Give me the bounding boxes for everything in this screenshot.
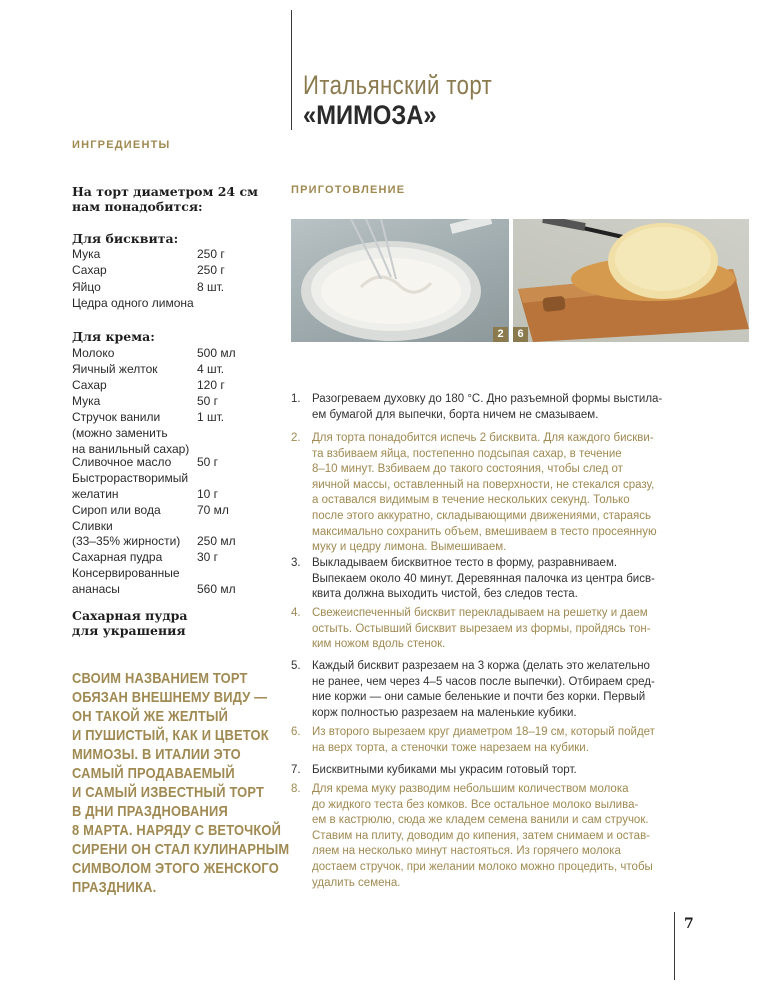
ingredient-qty: 560 мл [197, 582, 236, 596]
step-text [312, 782, 702, 891]
ingredient-name: Цедра одного лимона [72, 295, 194, 310]
step-text-line: Выпекаем около 40 минут. Деревянная палочка из центра бисв- [312, 572, 655, 585]
step-text-line: до жидкого теста без комков. Все остальное молоко вылива- [312, 798, 639, 811]
step-text-line: Свежеиспеченный бисквит перекладываем на решетку и даем [312, 607, 648, 619]
quote-line: ОН ТАКОЙ ЖЕ ЖЕЛТЫЙ [72, 708, 229, 725]
step-text [312, 725, 702, 756]
ingredient-name: Быстрорастворимый [72, 471, 189, 485]
quote-line: СИМВОЛОМ ЭТОГО ЖЕНСКОГО [72, 860, 279, 877]
step-number: 3. [291, 557, 301, 569]
step-text-line: удалить семена. [312, 876, 401, 889]
sponge-heading: Для бисквита: [72, 231, 179, 246]
ingredient-name: Мука [72, 394, 101, 408]
step-text-line: Бисквитными кубиками мы украсим готовый торт. [312, 764, 577, 776]
quote-line: ОБЯЗАН ВНЕШНЕМУ ВИДУ — [72, 689, 268, 706]
step-number: 4. [291, 607, 301, 619]
step-text-line: Каждый бисквит разрезаем на 3 коржа (делать это желательно [312, 660, 650, 672]
ingredient-name: на ванильный сахар) [72, 442, 190, 456]
step-text-line: ем бумагой для выпечки, борта ничем не смазываем. [312, 408, 599, 421]
title-rule [291, 10, 292, 130]
ingredient-qty: 50 г [197, 394, 219, 408]
ingredient-name: Сахар [72, 263, 107, 278]
step-text-line: Разогреваем духовку до 180 °С. Дно разъемной формы выстила- [312, 393, 663, 405]
ingredient-name: (можно заменить [72, 426, 168, 440]
ingredient-name: Яйцо [72, 279, 101, 294]
step-number: 2. [291, 432, 301, 444]
step-text-line: ким ножом вдоль стенок. [312, 638, 446, 651]
ingredient-name: Сироп или вода [72, 503, 161, 517]
ingredient-qty: 4 шт. [197, 362, 225, 376]
step-text-line: Для торта понадобится испечь 2 бисквита. Для каждого бискви- [312, 432, 654, 444]
step-text-line: квита должна выходить чистой, без следов теста. [312, 588, 578, 601]
preparation-label: ПРИГОТОВЛЕНИЕ [291, 184, 406, 196]
quote-line: И САМЫЙ ИЗВЕСТНЫЙ ТОРТ [72, 784, 265, 801]
ingredient-qty: 30 г [197, 550, 219, 564]
step-text-line: не ранее, чем через 4–5 часов после выпечки). Отбираем сред- [312, 675, 655, 688]
ingredient-name: Мука [72, 247, 101, 261]
step-text [312, 659, 702, 721]
quote-line: СВОИМ НАЗВАНИЕМ ТОРТ [72, 670, 248, 687]
quote-line: В ДНИ ПРАЗДНОВАНИЯ [72, 803, 228, 820]
step-text [312, 606, 702, 653]
page-title-line2: «МИМОЗА» [303, 100, 437, 130]
step-text-line: ние коржи — они самые беленькие и почти без корки. Первый [312, 691, 646, 704]
ingredients-label: ИНГРЕДИЕНТЫ [72, 139, 171, 151]
ingredient-name: (33–35% жирности) [72, 534, 181, 548]
quote-line: И ПУШИСТЫЙ, КАК И ЦВЕТОК [72, 727, 269, 744]
quote-line: МИМОЗЫ. В ИТАЛИИ ЭТО [72, 746, 241, 763]
step-number: 8. [291, 783, 301, 795]
quote-line: СИРЕНИ ОН СТАЛ КУЛИНАРНЫМ [72, 841, 290, 858]
step-text-line: максимально сохранить объем, вмешиваем в тесто просеянную [312, 525, 657, 538]
ingredient-qty: 10 г [197, 487, 219, 501]
step-text-line: после этого аккуратно, складывающими движениями, стараясь [312, 509, 652, 522]
ingredients-intro-line1: На торт диаметром 24 см [72, 184, 258, 199]
step-text-line: ляем на несколько минут настояться. Из горячего молока [312, 845, 621, 858]
ingredient-name: Стручок ванили [72, 410, 161, 424]
page-title-line1: Итальянский торт [303, 70, 493, 100]
ingredient-name: ананасы [72, 582, 120, 596]
cream-heading: Для крема: [72, 329, 155, 344]
step-text-line: ем в кастрюлю, сюда же кладем семена ванили и сам стручок. [312, 814, 649, 827]
batter-bowl-illustration [291, 219, 509, 342]
decoration-line2: для украшения [72, 623, 186, 638]
ingredients-intro-line2: нам понадобится: [72, 199, 203, 214]
step-text-line: достаем стручок, при желании молоко можно процедить, чтобы [312, 860, 653, 873]
step-text-line: Ставим на плиту, доводим до кипения, затем снимаем и остав- [312, 829, 651, 842]
ingredient-qty: 250 г [197, 247, 225, 261]
step-text-line: муку и цедру лимона. Вымешиваем. [312, 541, 507, 554]
decoration-line1: Сахарная пудра [72, 608, 188, 623]
step-text-line: 8–10 минут. Взбиваем до такого состояния, чтобы след от [312, 463, 623, 476]
ingredient-name: Молоко [72, 346, 115, 360]
step-number: 6. [291, 726, 301, 738]
ingredient-qty: 8 шт. [197, 279, 225, 294]
ingredient-qty: 1 шт. [197, 410, 225, 424]
ingredient-qty: 120 г [197, 378, 225, 392]
sponge-cake-photo [513, 219, 749, 342]
ingredient-name: Яичный желток [72, 362, 158, 376]
step-text-line: а оставался видимым в течение нескольких секунд. Только [312, 494, 630, 507]
step-text-line: Выкладываем бисквитное тесто в форму, разравниваем. [312, 557, 618, 569]
step-text-line: остыть. Остывший бисквит вырезаем из формы, пройдясь тон- [312, 622, 651, 635]
ingredient-name: Сахар [72, 378, 107, 392]
step-text-line: Из второго вырезаем круг диаметром 18–19 см, который пойдет [312, 726, 655, 738]
photo-badge-2: 6 [513, 327, 528, 342]
ingredient-qty: 500 мл [197, 346, 236, 360]
step-number: 1. [291, 393, 301, 405]
quote-line: САМЫЙ ПРОДАВАЕМЫЙ [72, 765, 235, 782]
step-text-line: яичной массы, оставленный на поверхности, не стекался сразу, [312, 478, 655, 491]
quote-line: 8 МАРТА. НАРЯДУ С ВЕТОЧКОЙ [72, 822, 282, 839]
ingredient-qty: 50 г [197, 455, 219, 469]
sponge-cake-illustration [513, 219, 749, 342]
ingredient-name: Сахарная пудра [72, 550, 163, 564]
pull-quote [72, 669, 290, 897]
step-text-line: Для крема муку разводим небольшим количеством молока [312, 783, 629, 795]
ingredient-name: Сливочное масло [72, 455, 172, 469]
step-text-line: корж полностью разрезаем на маленькие кубики. [312, 706, 577, 719]
step-number: 7. [291, 764, 301, 776]
ingredient-name: желатин [72, 487, 119, 501]
step-number: 5. [291, 660, 301, 672]
photo-badge-1: 2 [493, 327, 508, 342]
step-text-line: на верх торта, а стеночки тоже нарезаем на кубики. [312, 741, 589, 754]
step-text [312, 431, 702, 556]
step-text-line: та взбиваем яйца, постепенно подсыпая сахар, в течение [312, 447, 622, 460]
step-text [312, 556, 702, 603]
page-number-rule [674, 912, 675, 980]
whisked-batter-photo [291, 219, 509, 342]
step-text [312, 763, 702, 779]
step-text [312, 392, 702, 423]
ingredient-name: Сливки [72, 519, 113, 533]
ingredient-qty: 70 мл [197, 503, 229, 517]
page-number: 7 [684, 916, 694, 932]
ingredient-qty: 250 г [197, 263, 225, 278]
ingredient-qty: 250 мл [197, 534, 236, 548]
quote-line: ПРАЗДНИКА. [72, 879, 157, 896]
ingredient-name: Консервированные [72, 566, 180, 580]
